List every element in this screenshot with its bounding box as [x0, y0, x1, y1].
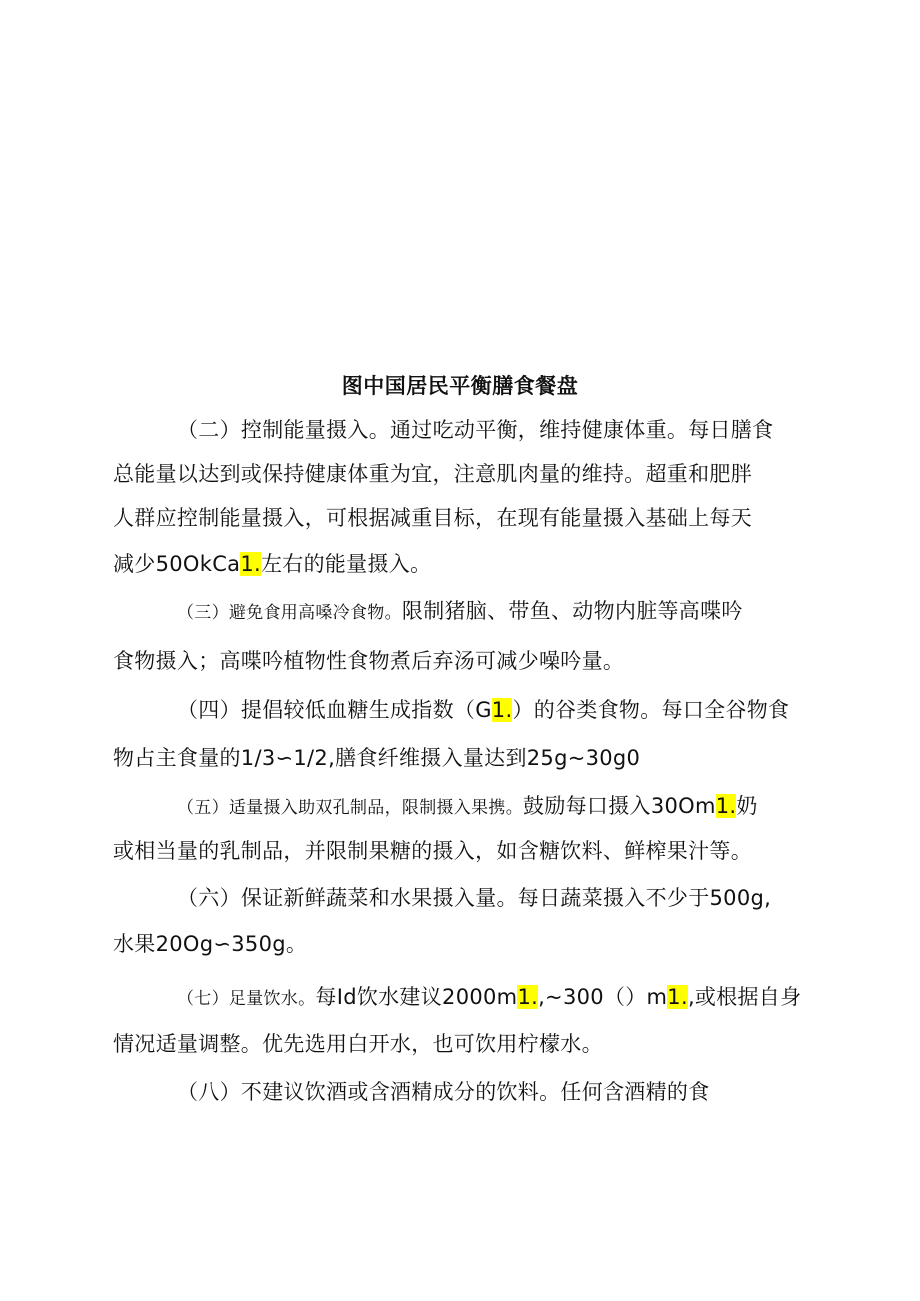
paragraph-6-line-1: （六）保证新鲜蔬菜和水果摄入量。每日蔬菜摄入不少于500g, — [177, 886, 772, 910]
highlight-mark: 1. — [667, 985, 688, 1009]
paragraph-4-line-2: 物占主食量的1/3∽1/2,膳食纤维摄入量达到25g~30g0 — [113, 746, 641, 770]
highlight-mark: 1. — [715, 794, 737, 818]
paragraph-2-line-1: （二）控制能量摄入。通过吃动平衡，维持健康体重。每日膳食 — [177, 418, 774, 442]
paragraph-7-line-2: 情况适量调整。优先选用白开水，也可饮用柠檬水。 — [113, 1032, 603, 1056]
paragraph-2-line-3: 人群应控制能量摄入，可根据减重目标，在现有能量摄入基础上每天 — [113, 506, 752, 530]
paragraph-7-line-1: （七）足量饮水。每Id饮水建议2000m1.,~300（）m1.,或根据自身 — [177, 985, 802, 1009]
paragraph-3-line-1: （三）避免食用高嗓冷食物。限制猪脑、带鱼、动物内脏等高喋吟 — [177, 599, 743, 623]
paragraph-5-line-1: （五）适量摄入助双孔制品，限制摄入果携。鼓励每口摄入30Om1.奶 — [177, 794, 758, 818]
paragraph-2-line-4: 减少50OkCa1.左右的能量摄入。 — [113, 552, 432, 576]
figure-caption-title: 图中国居民平衡膳食餐盘 — [341, 374, 579, 398]
paragraph-5-line-2: 或相当量的乳制品，并限制果糖的摄入，如含糖饮料、鲜榨果汁等。 — [113, 839, 752, 863]
paragraph-2-line-2: 总能量以达到或保持健康体重为宜，注意肌肉量的维持。超重和肥胖 — [113, 462, 752, 486]
highlight-mark: 1. — [517, 985, 539, 1009]
highlight-mark: 1. — [240, 552, 261, 576]
paragraph-4-line-1: （四）提倡较低血糖生成指数（G1.）的谷类食物。每口全谷物食 — [177, 698, 790, 722]
paragraph-6-line-2: 水果20Og∽350g。 — [113, 932, 308, 956]
highlight-mark: 1. — [491, 698, 513, 722]
paragraph-3-line-2: 食物摄入；高喋吟植物性食物煮后弃汤可减少噪吟量。 — [113, 649, 625, 673]
paragraph-8-line-1: （八）不建议饮酒或含酒精成分的饮料。任何含酒精的食 — [177, 1080, 710, 1104]
